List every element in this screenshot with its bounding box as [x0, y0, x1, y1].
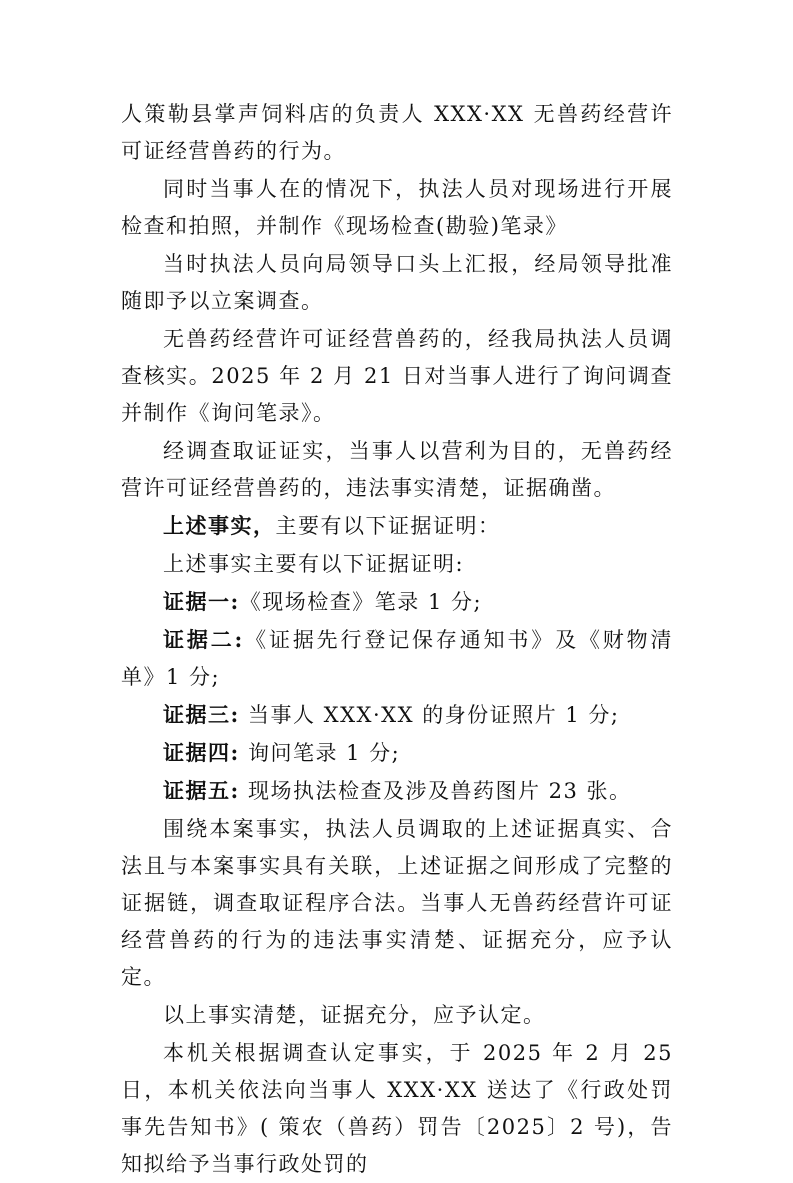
evidence-text: 现场执法检查及涉及兽药图片 23 张。	[239, 779, 632, 803]
paragraph-text: 上述事实主要有以下证据证明:	[163, 552, 465, 576]
evidence-item	[121, 621, 673, 696]
paragraph	[121, 996, 673, 1034]
paragraph	[121, 545, 673, 583]
paragraph	[121, 245, 673, 320]
evidence-item	[121, 583, 673, 621]
paragraph-text: 无兽药经营许可证经营兽药的，经我局执法人员调查核实。2025 年 2 月 21 日对当事人进行了询问调查并制作《询问笔录》。	[121, 327, 673, 425]
paragraph-label: 上述事实，	[163, 513, 276, 538]
paragraph-text: 人策勒县掌声饲料店的负责人 XXX·XX 无兽药经营许可证经营兽药的行为。	[121, 102, 673, 163]
paragraph	[121, 320, 673, 432]
evidence-heading	[121, 507, 673, 545]
evidence-label: 证据三:	[163, 702, 240, 727]
evidence-label: 证据五:	[163, 778, 240, 803]
evidence-item	[121, 734, 673, 772]
paragraph-text: 经调查取证证实，当事人以营利为目的，无兽药经营许可证经营兽药的，违法事实清楚，证据确凿。	[121, 439, 673, 500]
paragraph	[121, 1034, 673, 1183]
paragraph-text: 同时当事人在的情况下，执法人员对现场进行开展检查和拍照，并制作《现场检查(勘验)笔录》	[121, 177, 673, 238]
paragraph-text: 当时执法人员向局领导口头上汇报，经局领导批准随即予以立案调查。	[121, 252, 673, 313]
paragraph	[121, 432, 673, 507]
paragraph	[121, 810, 673, 996]
evidence-text: 当事人 XXX·XX 的身份证照片 1 分;	[239, 703, 620, 727]
evidence-text: 《证据先行登记保存通知书》及《财物清单》1 分;	[121, 628, 673, 689]
evidence-text: 询问笔录 1 分;	[239, 741, 401, 765]
evidence-item	[121, 696, 673, 734]
evidence-label: 证据二:	[163, 627, 244, 652]
paragraph-text: 以上事实清楚，证据充分，应予认定。	[163, 1003, 546, 1027]
evidence-label: 证据一:	[163, 589, 240, 614]
evidence-item	[121, 772, 673, 810]
evidence-label: 证据四:	[163, 740, 240, 765]
paragraph-text: 围绕本案事实，执法人员调取的上述证据真实、合法且与本案事实具有关联，上述证据之间形成了完整的证据链，调查取证程序合法。当事人无兽药经营许可证经营兽药的行为的违法事实清楚、证据充分，应予认定。	[121, 817, 673, 989]
evidence-text: 《现场检查》笔录 1 分;	[239, 590, 483, 614]
paragraph-text: 本机关根据调查认定事实，于 2025 年 2 月 25 日，本机关依法向当事人 XXX·XX 送达了《行政处罚事先告知书》( 策农（兽药）罚告〔2025〕2 号)，告知拟给予当事行政处罚的	[121, 1041, 673, 1176]
paragraph-text: 主要有以下证据证明：	[275, 514, 501, 538]
paragraph	[121, 95, 673, 170]
document-body	[121, 95, 673, 1183]
paragraph	[121, 170, 673, 245]
